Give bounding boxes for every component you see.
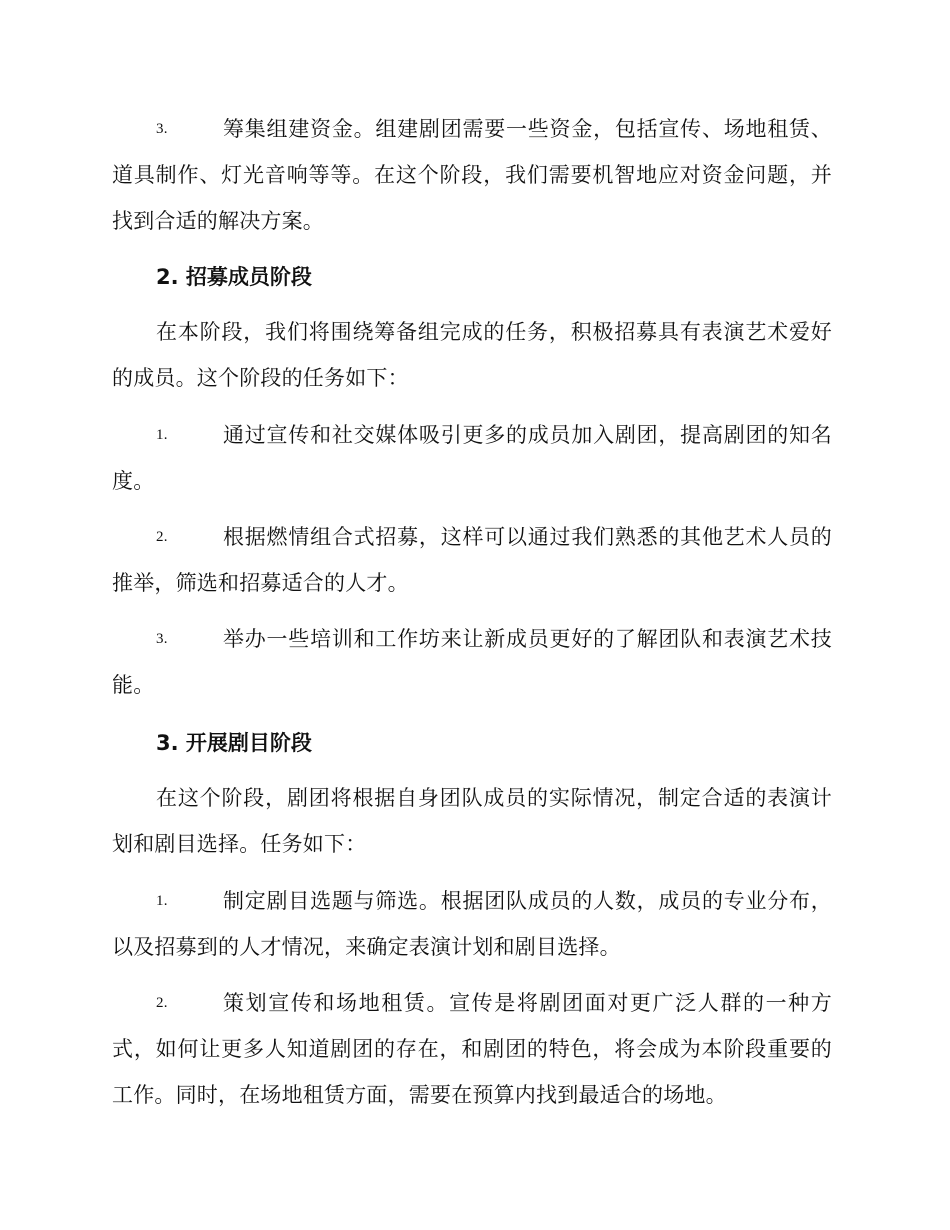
list-number: 3. — [156, 121, 168, 137]
list-item-text: 通过宣传和社交媒体吸引更多的成员加入剧团，提高剧团的知名度。 — [112, 423, 832, 493]
list-item — [112, 412, 832, 504]
list-item — [112, 514, 832, 606]
list-item-text: 举办一些培训和工作坊来让新成员更好的了解团队和表演艺术技能。 — [112, 627, 832, 697]
list-item — [112, 106, 832, 244]
list-number: 2. — [156, 529, 168, 545]
list-item — [112, 616, 832, 708]
paragraph: 在本阶段，我们将围绕筹备组完成的任务，积极招募具有表演艺术爱好的成员。这个阶段的任务如下： — [112, 320, 832, 390]
list-item-text: 策划宣传和场地租赁。宣传是将剧团面对更广泛人群的一种方式，如何让更多人知道剧团的存在，和剧团的特色，将会成为本阶段重要的工作。同时，在场地租赁方面，需要在预算内找到最适合的场地。 — [112, 991, 832, 1107]
list-item — [112, 980, 832, 1118]
list-item-text: 根据燃情组合式招募，这样可以通过我们熟悉的其他艺术人员的推举，筛选和招募适合的人才。 — [112, 525, 832, 595]
list-item — [112, 878, 832, 970]
list-item-text: 制定剧目选题与筛选。根据团队成员的人数，成员的专业分布，以及招募到的人才情况，来确定表演计划和剧目选择。 — [112, 889, 832, 959]
section-heading: 2. 招募成员阶段 — [156, 265, 312, 289]
section-heading: 3. 开展剧目阶段 — [156, 731, 312, 755]
paragraph: 在这个阶段，剧团将根据自身团队成员的实际情况，制定合适的表演计划和剧目选择。任务如下： — [112, 786, 832, 856]
list-number: 3. — [156, 631, 168, 647]
list-number: 2. — [156, 995, 168, 1011]
list-item-text: 筹集组建资金。组建剧团需要一些资金，包括宣传、场地租赁、道具制作、灯光音响等等。在这个阶段，我们需要机智地应对资金问题，并找到合适的解决方案。 — [112, 117, 832, 233]
list-number: 1. — [156, 893, 168, 909]
list-number: 1. — [156, 427, 168, 443]
